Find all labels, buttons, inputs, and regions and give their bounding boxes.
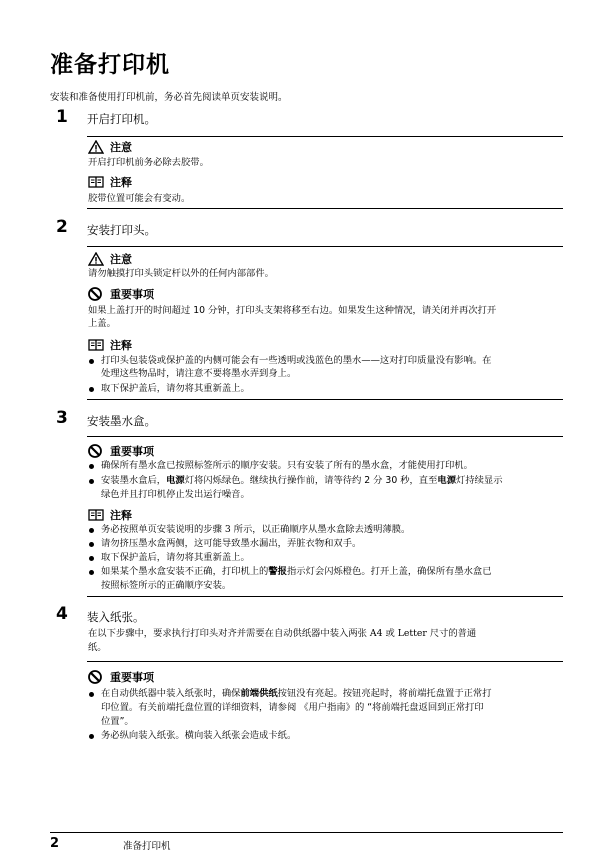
important-text: 务必纵向装入纸张。横向装入纸张会造成卡纸。 — [101, 730, 297, 741]
important-text: 位置”。 — [101, 716, 134, 727]
caution-label: 注意 — [110, 141, 132, 154]
step-4-number: 4 — [56, 604, 68, 624]
step-2-label: 安装打印头。 — [87, 223, 156, 237]
footer-divider — [50, 832, 563, 833]
note-text: 如果某个墨水盒安装不正确，打印机上的警报指示灯会闪烁橙色。打开上盖，确保所有墨水盒已 — [101, 566, 492, 577]
caution-label: 注意 — [110, 253, 132, 266]
alarm-label: 警报 — [268, 566, 287, 577]
note-text: 按照标签所示的正确顺序安装。 — [101, 580, 232, 591]
page-number: 2 — [50, 836, 60, 851]
important-label: 重要事项 — [110, 288, 154, 301]
note-book-icon — [88, 338, 104, 352]
bullet — [89, 570, 94, 575]
bullet — [89, 734, 94, 739]
caution-heading — [88, 140, 132, 154]
footer-title: 准备打印机 — [123, 841, 171, 852]
note-heading — [88, 338, 132, 352]
step-2-number: 2 — [56, 217, 68, 237]
caution-text: 开启打印机前务必除去胶带。 — [88, 157, 209, 168]
divider — [87, 596, 563, 597]
bullet — [89, 556, 94, 561]
power-label: 电源 — [437, 475, 457, 486]
step-1-label: 开启打印机。 — [87, 112, 156, 126]
note-text: 请勿挤压墨水盒两侧，这可能导致墨水漏出，弄脏衣物和双手。 — [101, 538, 362, 549]
prohibition-icon — [88, 444, 104, 458]
front-feed-label: 前端供纸 — [240, 688, 278, 699]
page-title: 准备打印机 — [50, 52, 170, 78]
step-4-body: 在以下步骤中，要求执行打印头对齐并需要在自动供纸器中装入两张 A4 或 Letter 尺寸的普通 — [88, 628, 477, 639]
important-heading — [88, 444, 154, 458]
divider — [87, 661, 563, 662]
note-book-icon — [88, 175, 104, 189]
note-text: 处理这些物品时，请注意不要将墨水弄到身上。 — [101, 368, 297, 379]
important-text: 确保所有墨水盒已按照标签所示的顺序安装。只有安装了所有的墨水盒，才能使用打印机。 — [101, 460, 473, 471]
important-text: 如果上盖打开的时间超过 10 分钟，打印头支架将移至右边。如果发生这种情况，请关闭并再次打开 — [88, 305, 497, 316]
caution-text: 请勿触摸打印头锁定杆以外的任何内部部件。 — [88, 268, 274, 279]
bullet — [89, 479, 94, 484]
power-label: 电源 — [166, 475, 185, 486]
divider — [87, 399, 563, 400]
bullet — [89, 359, 94, 364]
step-4-label: 装入纸张。 — [87, 610, 145, 624]
important-heading — [88, 670, 154, 684]
bullet — [89, 387, 94, 392]
step-1-number: 1 — [56, 107, 68, 127]
caution-heading — [88, 252, 132, 266]
prohibition-icon — [88, 670, 104, 684]
step-3-number: 3 — [56, 408, 68, 428]
step-3-label: 安装墨水盒。 — [87, 414, 156, 428]
note-label: 注释 — [110, 176, 132, 189]
important-text: 在自动供纸器中装入纸张时，确保前端供纸按钮没有亮起。按钮亮起时，将前端托盘置于正常打 — [101, 688, 492, 699]
note-heading — [88, 508, 132, 522]
divider — [87, 208, 563, 209]
important-text: 印位置。有关前端托盘位置的详细资料，请参阅 《用户指南》的 “将前端托盘返回到正常打印 — [101, 702, 484, 713]
step-4-body: 纸。 — [88, 642, 107, 653]
important-label: 重要事项 — [110, 671, 154, 684]
warning-icon — [88, 252, 104, 266]
note-book-icon — [88, 508, 104, 522]
important-label: 重要事项 — [110, 445, 154, 458]
note-label: 注释 — [110, 339, 132, 352]
divider — [87, 246, 563, 247]
warning-icon — [88, 140, 104, 154]
note-text: 打印头包装袋或保护盖的内侧可能会有一些透明或浅蓝色的墨水——这对打印质量没有影响。在 — [101, 355, 492, 366]
note-label: 注释 — [110, 509, 132, 522]
important-text: 绿色并且打印机停止发出运行噪音。 — [101, 489, 250, 500]
intro-text: 安装和准备使用打印机前，务必首先阅读单页安装说明。 — [50, 92, 288, 103]
divider — [87, 136, 563, 137]
divider — [87, 436, 563, 437]
bullet — [89, 542, 94, 547]
important-text: 安装墨水盒后，电源灯将闪烁绿色。继续执行操作前，请等待约 2 分 30 秒，直至电源灯持续显示 — [101, 475, 503, 486]
note-heading — [88, 175, 132, 189]
prohibition-icon — [88, 287, 104, 301]
note-text: 取下保护盖后，请勿将其重新盖上。 — [101, 383, 250, 394]
bullet — [89, 464, 94, 469]
important-heading — [88, 287, 154, 301]
bullet — [89, 692, 94, 697]
important-text: 上盖。 — [88, 318, 116, 329]
note-text: 务必按照单页安装说明的步骤 3 所示，以正确顺序从墨水盒除去透明薄膜。 — [101, 524, 411, 535]
note-text: 取下保护盖后，请勿将其重新盖上。 — [101, 552, 250, 563]
note-text: 胶带位置可能会有变动。 — [88, 193, 191, 204]
bullet — [89, 528, 94, 533]
